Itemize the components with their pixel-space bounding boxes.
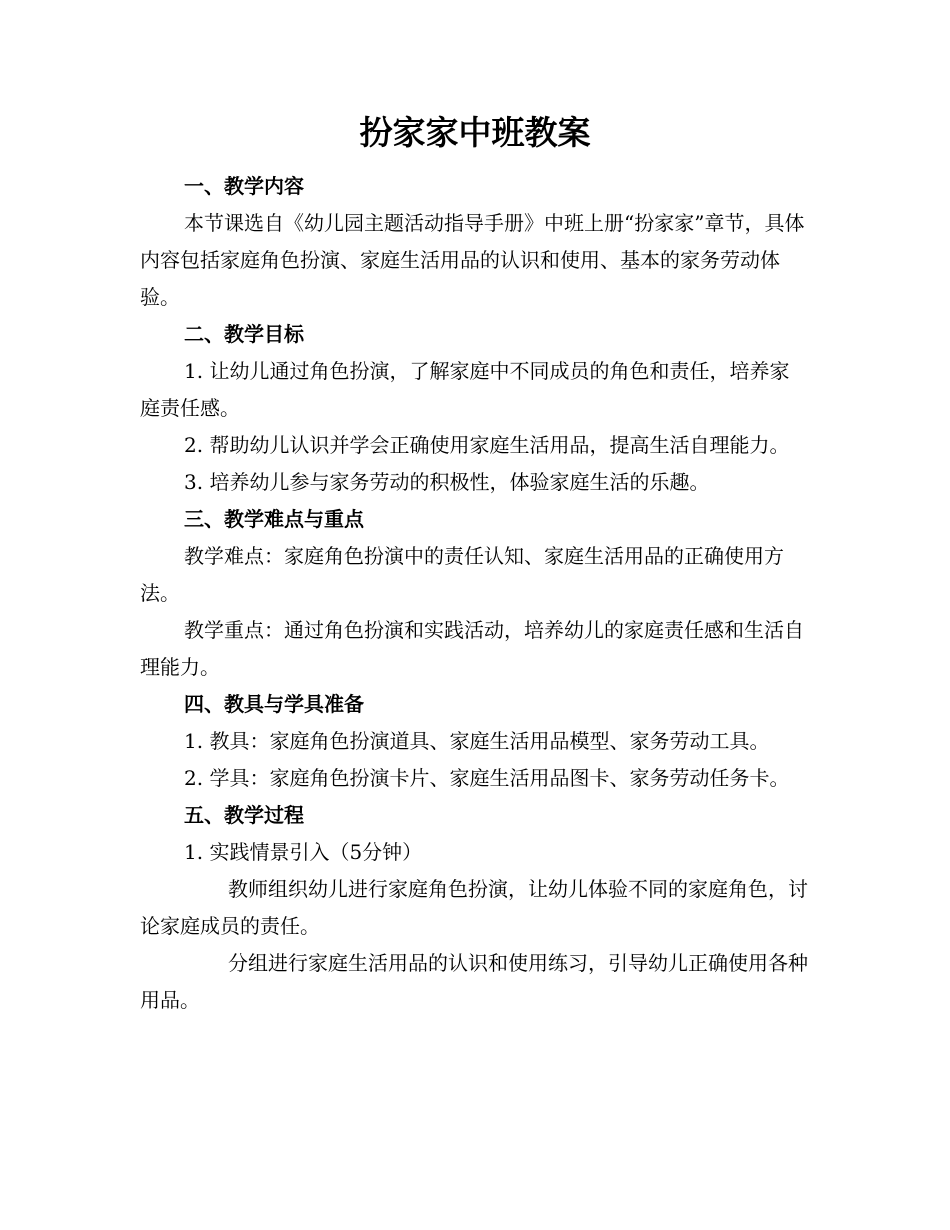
- paragraph: 1. 教具：家庭角色扮演道具、家庭生活用品模型、家务劳动工具。: [184, 729, 770, 753]
- section-heading: 一、教学内容: [184, 174, 304, 198]
- section-heading: 四、教具与学具准备: [184, 692, 364, 716]
- paragraph: 2. 帮助幼儿认识并学会正确使用家庭生活用品，提高生活自理能力。: [184, 433, 790, 457]
- document-body: [140, 168, 808, 1019]
- page-title: 扮家家中班教案: [359, 113, 591, 152]
- section-heading: 三、教学难点与重点: [184, 507, 364, 531]
- paragraph: 1. 实践情景引入（5分钟）: [184, 840, 423, 864]
- paragraph: 教师组织幼儿进行家庭角色扮演，让幼儿体验不同的家庭角色，讨论家庭成员的责任。: [140, 877, 808, 938]
- paragraph: 教学难点：家庭角色扮演中的责任认知、家庭生活用品的正确使用方法。: [140, 544, 784, 605]
- paragraph: 2. 学具：家庭角色扮演卡片、家庭生活用品图卡、家务劳动任务卡。: [184, 766, 790, 790]
- section-heading: 五、教学过程: [184, 803, 304, 827]
- paragraph: 教学重点：通过角色扮演和实践活动，培养幼儿的家庭责任感和生活自理能力。: [140, 618, 804, 679]
- section-heading: 二、教学目标: [184, 322, 304, 346]
- paragraph: 分组进行家庭生活用品的认识和使用练习，引导幼儿正确使用各种用品。: [140, 951, 808, 1012]
- paragraph: 本节课选自《幼儿园主题活动指导手册》中班上册“扮家家”章节，具体内容包括家庭角色扮演、家庭生活用品的认识和使用、基本的家务劳动体验。: [140, 211, 805, 309]
- paragraph: 1. 让幼儿通过角色扮演，了解家庭中不同成员的角色和责任，培养家庭责任感。: [140, 359, 790, 420]
- paragraph: 3. 培养幼儿参与家务劳动的积极性，体验家庭生活的乐趣。: [184, 470, 710, 494]
